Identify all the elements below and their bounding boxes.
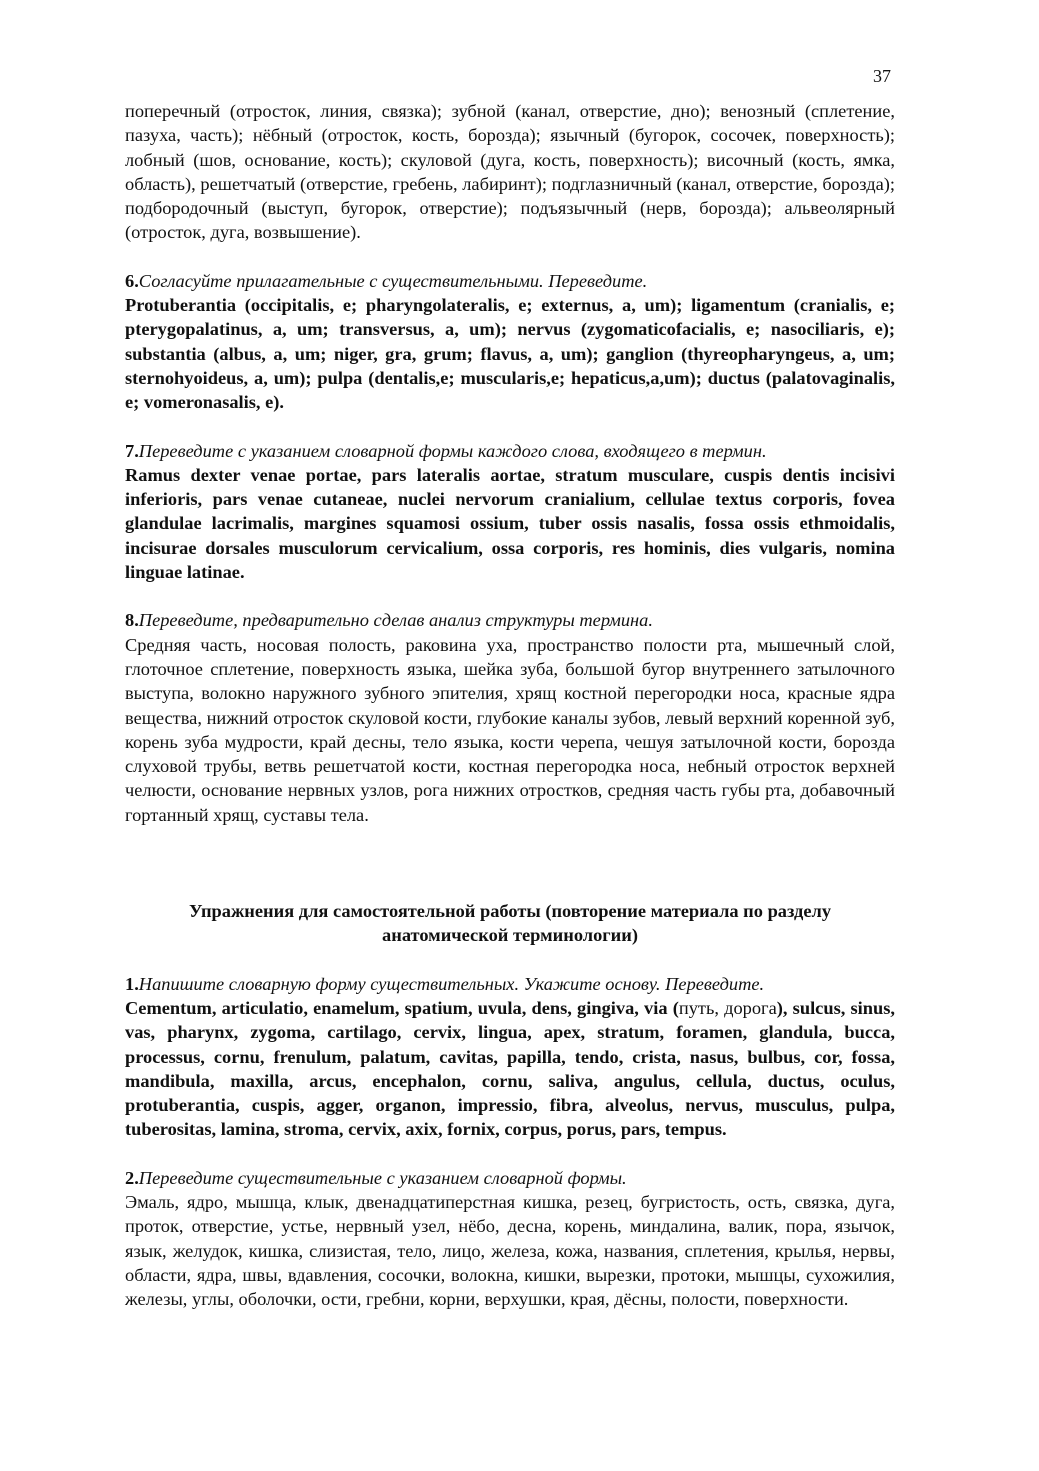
exercise-number: 8. bbox=[125, 610, 139, 631]
spacer bbox=[125, 948, 895, 972]
spacer bbox=[125, 1142, 895, 1166]
exercise-instruction: Переведите, предварительно сделав анализ структуры термина. bbox=[138, 610, 653, 631]
self-exercise-1 bbox=[125, 972, 895, 1142]
translation-note: путь, дорога bbox=[678, 997, 777, 1018]
exercise-6-body: Protuberantia (occipitalis, e; pharyngolateralis, e; externus, a, um); ligamentum (cranialis, e; pterygopalatinus, a, um; transversus, a, um); nervus (zygomaticofacialis, e; nasociliaris, e); substantia (albus, a, um; niger, gra, grum; flavus, a, um); ganglion (thyreopharyngeus, a, um; sternohyoideus, a, um); pulpa (dentalis,e; muscularis,e; hepaticus,a,um); ductus (palatovaginalis, e; vomeronasalis, e). bbox=[125, 295, 895, 413]
exercise-instruction: Напишите словарную форму существительных. Укажите основу. Переведите. bbox=[138, 973, 765, 994]
self-exercise-1-body bbox=[125, 996, 895, 1142]
page-number: 37 bbox=[873, 66, 891, 86]
exercise-8-body: Средняя часть, носовая полость, раковина уха, пространство полости рта, мышечный слой, глоточное сплетение, поверхность языка, шейка зуба, большой бугор внутреннего затылочного выступа, волокно наружного зубного эпителия, хрящ костной перегородки носа, красные ядра вещества, нижний отросток скуловой кости, глубокие каналы зубов, левый верхний коренной зуб, корень зуба мудрости, край десны, тело языка, кости черепа, чешуя затылочной кости, борозда слуховой трубы, ветвь решетчатой кости, костная перегородка носа, небный отросток верхней челюсти, основание нервных узлов, рога нижних отростков, средняя часть губы рта, добавочный гортанный хрящ, суставы тела. bbox=[125, 634, 895, 825]
intro-paragraph: поперечный (отросток, линия, связка); зубной (канал, отверстие, дно); венозный (сплетение, пазуха, часть); нёбный (отросток, кость, борозда); язычный (бугорок, сосочек, поверхность); лобный (шов, основание, кость); скуловой (дуга, кость, поверхность); височный (кость, ямка, область), решетчатый (отверстие, гребень, лабиринт); подглазничный (канал, отверстие, борозда); подбородочный (выступ, бугорок, отверстие); подъязычный (нерв, борозда); альвеолярный (отросток, дуга, возвышение). bbox=[125, 101, 895, 243]
exercise-number: 7. bbox=[125, 440, 139, 461]
exercise-instruction: Согласуйте прилагательные с существительными. Переведите. bbox=[138, 270, 648, 291]
exercise-number: 1. bbox=[125, 973, 139, 994]
spacer bbox=[125, 827, 895, 899]
exercise-instruction: Переведите существительные с указанием словарной формы. bbox=[138, 1167, 627, 1188]
section-heading bbox=[125, 899, 895, 948]
exercise-8-header bbox=[125, 608, 895, 632]
exercise-7-header bbox=[125, 439, 895, 463]
section-heading-line-1: Упражнения для самостоятельной работы (повторение материала по разделу bbox=[188, 901, 832, 922]
spacer bbox=[125, 584, 895, 608]
self-exercise-2-body: Эмаль, ядро, мышца, клык, двенадцатиперстная кишка, резец, бугристость, ость, связка, дуга, проток, отверстие, устье, нервный узел, нёбо, десна, корень, миндалина, валик, пора, язычок, язык, желудок, кишка, слизистая, тело, лицо, железа, кожа, названия, сплетения, крылья, нервы, области, ядра, швы, вдавления, сосочки, волокна, кишки, вырезки, протоки, мышцы, сухожилия, железы, углы, оболочки, ости, гребни, корни, верхушки, края, дёсны, полости, поверхности. bbox=[125, 1191, 895, 1310]
section-heading-line-2: анатомической терминологии) bbox=[382, 925, 638, 946]
self-exercise-2-header bbox=[125, 1166, 895, 1190]
exercise-7 bbox=[125, 439, 895, 585]
exercise-6-header bbox=[125, 269, 895, 293]
body-start: Cementum, articulatio, enamelum, spatium, uvula, dens, gingiva, via ( bbox=[125, 997, 679, 1018]
spacer bbox=[125, 245, 895, 269]
page-content bbox=[125, 99, 895, 1311]
exercise-7-body: Ramus dexter venae portae, pars lateralis aortae, stratum musculare, cuspis dentis incisivi inferioris, pars venae cutaneae, nuclei nervorum cranialium, cellulae textus corporis, fovea glandulae lacrimalis, margines squamosi ossium, tuber ossis nasalis, fossa ossis ethmoidalis, incisurae dorsales musculorum cervicalium, ossa corporis, res hominis, dies vulgaris, nomina linguae latinae. bbox=[125, 464, 895, 583]
exercise-instruction: Переведите с указанием словарной формы каждого слова, входящего в термин. bbox=[138, 440, 767, 461]
exercise-6 bbox=[125, 269, 895, 415]
exercise-number: 2. bbox=[125, 1167, 139, 1188]
exercise-8 bbox=[125, 608, 895, 827]
self-exercise-1-header bbox=[125, 972, 895, 996]
body-rest: ), sulcus, sinus, vas, pharynx, zygoma, cartilago, cervix, lingua, apex, stratum, foramen, glandula, bucca, processus, cornu, frenulum, palatum, cavitas, papilla, tendo, crista, nasus, bulbus, cor, fossa, mandibula, maxilla, arcus, encephalon, cornu, saliva, angulus, cellula, ductus, oculus, protuberantia, cuspis, agger, organon, impressio, fibra, alveolus, nervus, musculus, pulpa, tuberositas, lamina, stroma, cervix, axix, fornix, corpus, porus, pars, tempus. bbox=[125, 997, 895, 1140]
spacer bbox=[125, 415, 895, 439]
self-exercise-2 bbox=[125, 1166, 895, 1312]
exercise-number: 6. bbox=[125, 270, 139, 291]
